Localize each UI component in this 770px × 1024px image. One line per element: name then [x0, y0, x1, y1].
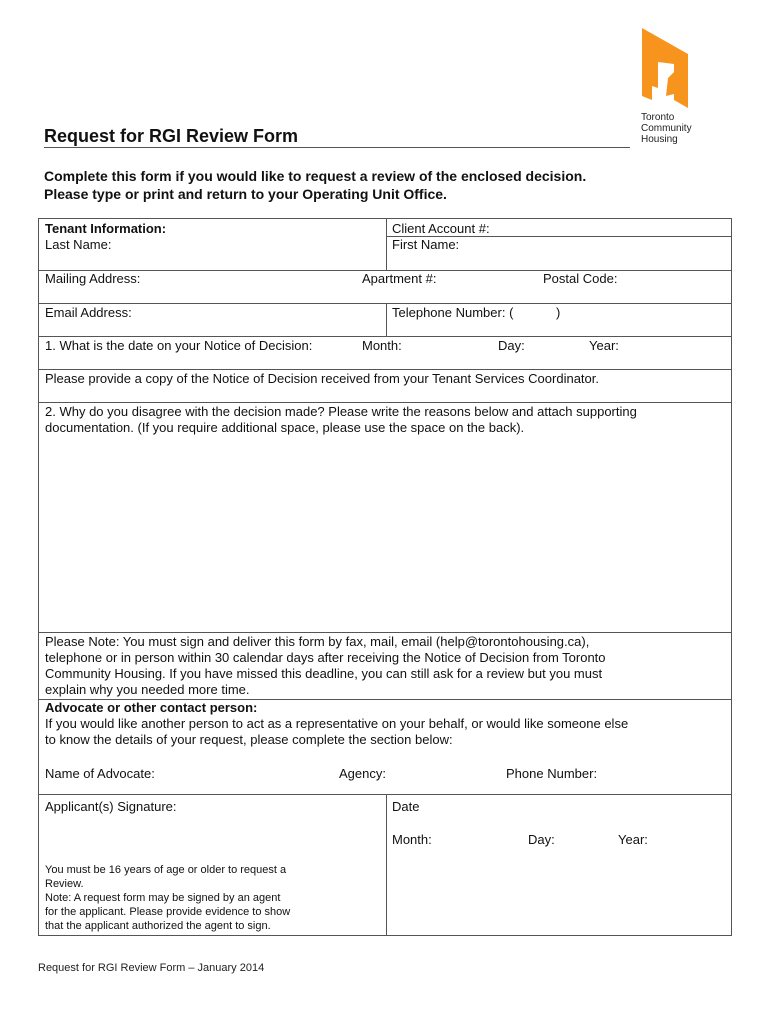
- agency-label: Agency:: [339, 766, 386, 781]
- apartment-label: Apartment #:: [362, 271, 437, 286]
- divider: [39, 336, 731, 337]
- signature-date-label: Date: [392, 799, 420, 814]
- advocate-name-label: Name of Advocate:: [45, 766, 155, 781]
- client-account-label: Client Account #:: [392, 221, 490, 236]
- page-footer: Request for RGI Review Form – January 2014: [38, 962, 265, 974]
- first-name-label: First Name:: [392, 237, 460, 252]
- postal-code-label: Postal Code:: [543, 271, 618, 286]
- age-requirement-note: You must be 16 years of age or older to request a Review. Note: A request form may be signed by an agent for the applicant. Please provide evidence to show that the applicant authorized the agent to sign.: [45, 864, 291, 932]
- divider: [39, 369, 731, 370]
- q1-day-label: Day:: [498, 338, 525, 353]
- instruction-line-2: Please type or print and return to your Operating Unit Office.: [44, 186, 447, 202]
- divider: [386, 794, 387, 936]
- divider: [39, 794, 731, 795]
- q1-year-label: Year:: [589, 338, 619, 353]
- last-name-label: Last Name:: [45, 237, 112, 252]
- signature-year-label: Year:: [618, 832, 648, 847]
- mailing-address-label: Mailing Address:: [45, 271, 141, 286]
- advocate-heading: Advocate or other contact person:: [45, 700, 258, 715]
- tenant-info-heading: Tenant Information:: [45, 221, 167, 236]
- title-divider: [44, 147, 630, 148]
- question-2-text: 2. Why do you disagree with the decision made? Please write the reasons below and attach supporting documentation. (If you require additional space, please use the space on the back).: [45, 404, 637, 435]
- telephone-label: Telephone Number: (: [392, 305, 514, 320]
- divider: [39, 632, 731, 633]
- applicant-signature-label: Applicant(s) Signature:: [45, 799, 177, 814]
- divider: [39, 303, 731, 304]
- divider: [386, 219, 387, 270]
- advocate-phone-label: Phone Number:: [506, 766, 598, 781]
- divider: [39, 402, 731, 403]
- logo-wordmark: Toronto Community Housing: [641, 112, 692, 145]
- page-title: Request for RGI Review Form: [44, 126, 299, 146]
- instruction-line-1: Complete this form if you would like to request a review of the enclosed decision.: [44, 168, 587, 184]
- telephone-close-paren: ): [556, 305, 561, 320]
- question-1-label: 1. What is the date on your Notice of Decision:: [45, 338, 313, 353]
- signature-day-label: Day:: [528, 832, 555, 847]
- q1-month-label: Month:: [362, 338, 402, 353]
- please-note-text: Please Note: You must sign and deliver this form by fax, mail, email (help@torontohousing.ca), telephone or in person within 30 calendar days after receiving the Notice of Decision from Toronto Community Housing. If you have missed this deadline, you can still ask for a review but you must explain why you needed more time.: [45, 634, 606, 697]
- rgi-review-form: [38, 218, 732, 936]
- advocate-intro: If you would like another person to act as a representative on your behalf, or would like someone else to know the details of your request, please complete the section below:: [45, 716, 629, 747]
- signature-month-label: Month:: [392, 832, 432, 847]
- copy-note: Please provide a copy of the Notice of Decision received from your Tenant Services Coordinator.: [45, 371, 599, 386]
- email-label: Email Address:: [45, 305, 132, 320]
- divider: [386, 303, 387, 336]
